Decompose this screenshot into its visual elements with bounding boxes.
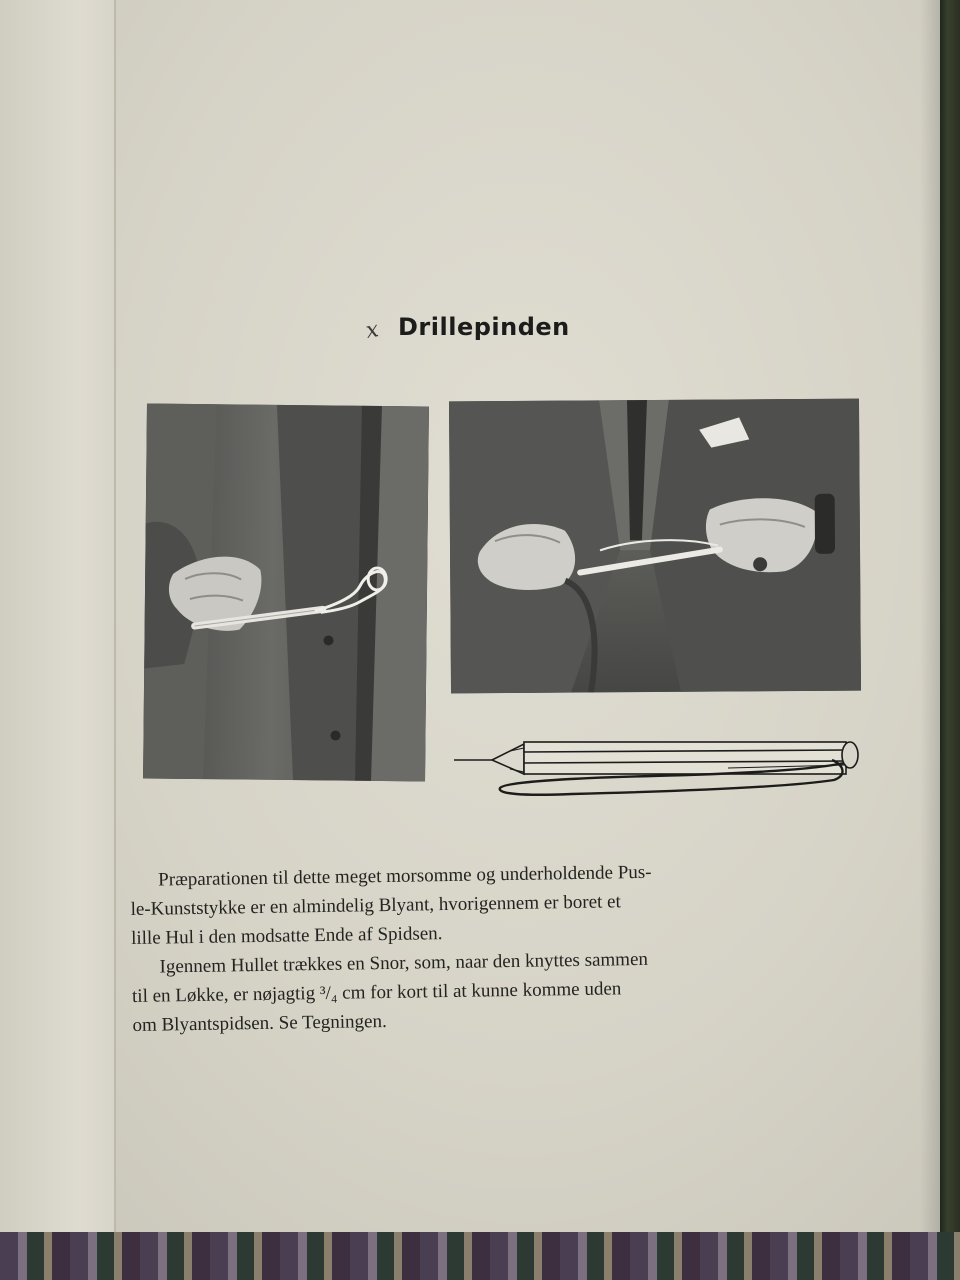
text-line: til en Løkke, er nøjagtig ³/₄ cm for kort til at kunne komme uden — [131, 978, 622, 1007]
page-title: Drillepinden — [398, 313, 570, 341]
photo-hand-holding-pencil — [143, 404, 429, 782]
gutter-fold — [114, 0, 116, 1240]
body-text — [130, 854, 873, 1040]
background-surface-right — [940, 0, 960, 1280]
text-line: lille Hul i den modsatte Ende af Spidsen. — [130, 923, 443, 949]
pencil-string-drawing — [452, 730, 872, 810]
text-line: le-Kunststykke er en almindelig Blyant, hvorigennem er boret et — [130, 891, 621, 920]
text-line: om Blyantspidsen. Se Tegningen. — [132, 1010, 387, 1036]
pencil-margin-mark: x — [363, 317, 381, 344]
photo-pencil-in-buttonhole — [449, 399, 861, 694]
paragraph-2 — [131, 941, 872, 1040]
background-fabric-bottom — [0, 1232, 960, 1280]
text-line: Præparationen til dette meget morsomme og underholdende Pus- — [158, 861, 652, 891]
text-line: Igennem Hullet trækkes en Snor, som, naar den knyttes sammen — [159, 948, 649, 978]
page-gutter — [0, 0, 115, 1240]
paragraph-1 — [130, 854, 871, 953]
